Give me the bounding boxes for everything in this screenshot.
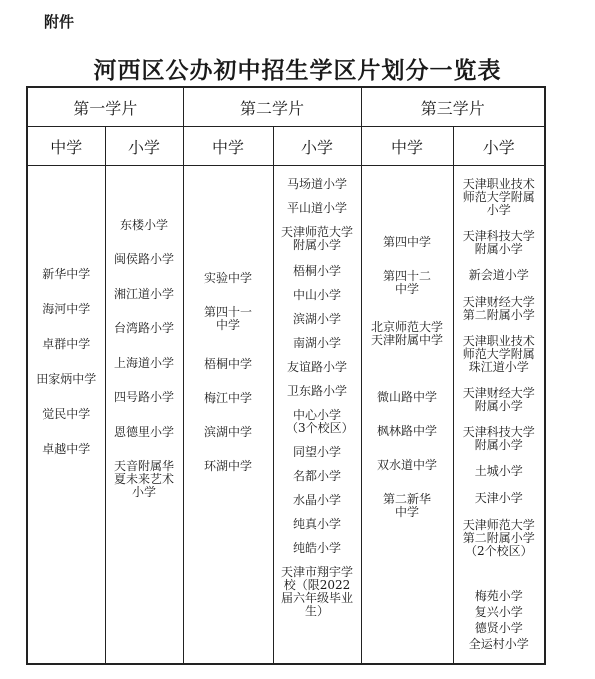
school-name: 第四十一中学 (204, 305, 253, 332)
school-name: 实验中学 (204, 271, 253, 285)
school-name: 天津财经大学第二附属小学 (462, 295, 535, 322)
school-name: 天津师范大学第二附属小学（2个校区） (462, 518, 535, 558)
school-name: 天津师范大学附属小学 (281, 225, 354, 252)
school-name: 友谊路小学 (287, 360, 348, 374)
school-name: 天津职业技术师范大学附属珠江道小学 (462, 334, 535, 374)
district-table (26, 86, 546, 665)
school-name: 马场道小学 (287, 177, 348, 191)
d2-middle-cell (183, 166, 273, 665)
school-name: 天津科技大学附属小学 (462, 229, 535, 256)
school-name: 南湖小学 (293, 336, 342, 350)
d1-primary-cell (105, 166, 183, 665)
school-name: 天津小学 (474, 491, 523, 505)
school-name: 中山小学 (293, 288, 342, 302)
attachment-label: 附件 (44, 13, 75, 31)
school-name: 枫林路中学 (377, 424, 438, 438)
school-name: 梧桐中学 (204, 357, 253, 371)
document-title: 河西区公办初中招生学区片划分一览表 (93, 57, 502, 84)
school-name: 全运村小学 (468, 637, 529, 651)
column-header-primary: 小学 (453, 127, 545, 166)
d3-middle-cell (361, 166, 453, 665)
school-name: 觉民中学 (42, 407, 91, 421)
d1-middle-cell (27, 166, 105, 665)
school-name: 田家炳中学 (36, 372, 97, 386)
column-header-primary: 小学 (105, 127, 183, 166)
school-name: 纯真小学 (293, 517, 342, 531)
school-name: 闽侯路小学 (114, 252, 175, 266)
school-name: 微山路中学 (377, 390, 438, 404)
school-name: 湘江道小学 (114, 287, 175, 301)
d2-primary-cell (273, 166, 361, 665)
school-name: 双水道中学 (377, 458, 438, 472)
school-name: 复兴小学 (474, 605, 523, 619)
school-name: 平山道小学 (287, 201, 348, 215)
column-header-middle: 中学 (27, 127, 105, 166)
school-name: 卫东路小学 (287, 384, 348, 398)
district-header-1: 第一学片 (27, 87, 183, 127)
school-name: 梅苑小学 (474, 589, 523, 603)
school-name: 同望小学 (293, 445, 342, 459)
school-name: 第二新华中学 (383, 492, 432, 519)
school-name: 卓越中学 (42, 442, 91, 456)
school-name: 滨湖中学 (204, 425, 253, 439)
school-name: 土城小学 (474, 464, 523, 478)
school-name: 纯皓小学 (293, 541, 342, 555)
school-name: 东楼小学 (120, 218, 169, 232)
school-name: 环湖中学 (204, 459, 253, 473)
school-name: 天音附属华夏未来艺术小学 (113, 459, 174, 499)
school-name: 名都小学 (293, 469, 342, 483)
school-name: 卓群中学 (42, 337, 91, 351)
school-name: 天津财经大学附属小学 (462, 386, 535, 413)
school-name: 台湾路小学 (114, 321, 175, 335)
school-name: 德贤小学 (474, 621, 523, 635)
column-header-primary: 小学 (273, 127, 361, 166)
school-name: 第四中学 (383, 235, 432, 249)
district-header-3: 第三学片 (361, 87, 545, 127)
d3-primary-cell (453, 166, 545, 665)
school-name: 恩德里小学 (114, 425, 175, 439)
column-header-middle: 中学 (183, 127, 273, 166)
school-name: 天津职业技术师范大学附属小学 (462, 177, 535, 217)
district-header-2: 第二学片 (183, 87, 361, 127)
school-name: 梅江中学 (204, 391, 253, 405)
school-name: 天津科技大学附属小学 (462, 425, 535, 452)
school-name: 水晶小学 (293, 493, 342, 507)
school-name: 北京师范大学天津附属中学 (371, 320, 444, 347)
school-name: 中心小学（3个校区） (286, 408, 354, 435)
school-name: 海河中学 (42, 302, 91, 316)
school-name: 上海道小学 (114, 356, 175, 370)
school-name: 四号路小学 (114, 390, 175, 404)
school-name: 新会道小学 (468, 268, 529, 282)
school-name: 梧桐小学 (293, 264, 342, 278)
school-name: 第四十二中学 (383, 269, 432, 296)
column-header-middle: 中学 (361, 127, 453, 166)
school-name: 天津市翔宇学校（限2022届六年级毕业生） (281, 565, 354, 618)
school-name: 新华中学 (42, 267, 91, 281)
school-name: 滨湖小学 (293, 312, 342, 326)
